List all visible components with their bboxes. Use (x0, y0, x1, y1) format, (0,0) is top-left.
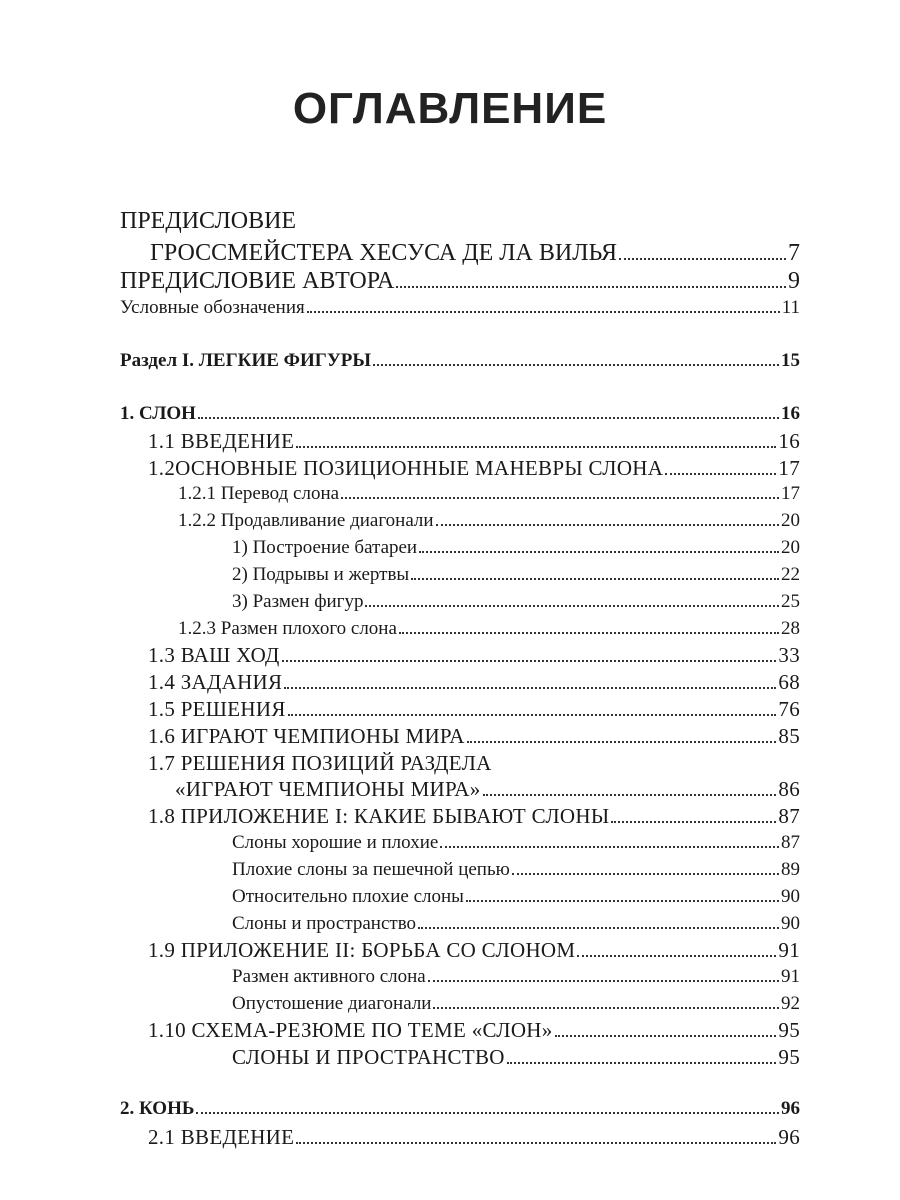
toc-entry-page: 91 (778, 938, 800, 962)
toc-entry (232, 537, 800, 559)
toc-entry-label: ПРЕДИСЛОВИЕ АВТОРА (120, 268, 395, 294)
toc-entry-page: 16 (781, 403, 800, 424)
toc-entry (148, 456, 800, 481)
toc-entry (232, 966, 800, 988)
toc-entry (148, 697, 800, 722)
dot-leader (198, 416, 779, 419)
toc-entry (178, 483, 800, 505)
toc-entry-page: 96 (778, 1125, 800, 1149)
toc-entry (148, 643, 800, 668)
dot-leader (411, 577, 779, 580)
toc-entry (148, 724, 800, 749)
toc-entry-label: 1.5 РЕШЕНИЯ (148, 697, 286, 721)
toc-entry-label: 1.3 ВАШ ХОД (148, 643, 280, 667)
dot-leader (307, 310, 780, 313)
toc-entry (232, 832, 800, 854)
toc-entry-label: 1.2ОСНОВНЫЕ ПОЗИЦИОННЫЕ МАНЕВРЫ СЛОНА (148, 456, 664, 480)
toc-entry-label: 1.4 ЗАДАНИЯ (148, 670, 283, 694)
dot-leader (418, 926, 779, 929)
toc-entry (232, 859, 800, 881)
toc-entry (178, 618, 800, 640)
toc-entry (148, 670, 800, 695)
toc-entry-label: 1.1 ВВЕДЕНИЕ (148, 429, 295, 453)
dot-leader (507, 1061, 777, 1064)
toc-entry-label: Размен активного слона (232, 966, 426, 987)
toc-entry (148, 751, 800, 776)
toc-entry-page: 76 (778, 697, 800, 721)
toc-entry-page: 92 (781, 993, 800, 1014)
toc-entry (120, 268, 800, 295)
toc-entry (148, 1018, 800, 1043)
dot-leader (288, 713, 777, 716)
toc-entry (232, 993, 800, 1015)
toc-entry-page: 85 (778, 724, 800, 748)
toc-entry-page: 7 (788, 240, 800, 266)
toc-entry-page: 86 (778, 777, 800, 801)
toc-entry-label: 1. СЛОН (120, 403, 196, 424)
dot-leader (365, 604, 779, 607)
toc-entry-label: 1.2.3 Размен плохого слона (178, 618, 397, 639)
toc-entry (120, 297, 800, 319)
toc-entry (148, 804, 800, 829)
toc-entry-label: 1.6 ИГРАЮТ ЧЕМПИОНЫ МИРА (148, 724, 465, 748)
toc-entry (120, 208, 800, 235)
dot-leader (512, 872, 779, 875)
toc-entry-page: 20 (781, 537, 800, 558)
toc-entry-label: Раздел I. ЛЕГКИЕ ФИГУРЫ (120, 350, 372, 371)
toc-entry-page: 33 (778, 643, 800, 667)
dot-leader (440, 845, 779, 848)
toc-entry-page: 95 (778, 1018, 800, 1042)
toc-entry-label: ГРОССМЕЙСТЕРА ХЕСУСА ДЕ ЛА ВИЛЬЯ (150, 240, 618, 266)
dot-leader (196, 1111, 779, 1114)
toc-entry (232, 1045, 800, 1070)
toc-entry-page: 89 (781, 859, 800, 880)
toc-entry-page: 90 (781, 913, 800, 934)
dot-leader (619, 257, 786, 260)
dot-leader (296, 445, 776, 448)
dot-leader (433, 1006, 779, 1009)
toc-entry (232, 564, 800, 586)
toc-entry-label: 3) Размен фигур (232, 591, 364, 612)
toc-entry-page: 16 (778, 429, 800, 453)
toc-entry-label: 2.1 ВВЕДЕНИЕ (148, 1125, 295, 1149)
page-title: ОГЛАВЛЕНИЕ (292, 84, 608, 133)
toc-entry (120, 403, 800, 425)
toc-entry (120, 350, 800, 372)
toc-entry-label: СЛОНЫ И ПРОСТРАНСТВО (232, 1045, 505, 1069)
toc-entry-page: 90 (781, 886, 800, 907)
toc-entry-page: 25 (781, 591, 800, 612)
toc-entry-label: Условные обозначения (120, 297, 305, 318)
toc-entry-page: 95 (778, 1045, 800, 1069)
toc-entry-label: Слоны хорошие и плохие (232, 832, 439, 853)
dot-leader (419, 550, 779, 553)
toc-entry-page: 22 (781, 564, 800, 585)
toc-entry-label: 2. КОНЬ (120, 1098, 195, 1119)
toc-entry-label: 1.2.2 Продавливание диагонали (178, 510, 434, 531)
toc-entry (120, 1098, 800, 1120)
dot-leader (467, 740, 777, 743)
toc-entry (178, 510, 800, 532)
toc-entry-page: 20 (781, 510, 800, 531)
toc-entry-label: Относительно плохие слоны (232, 886, 464, 907)
toc-entry (148, 938, 800, 963)
dot-leader (611, 820, 776, 823)
toc-entry-page: 17 (778, 456, 800, 480)
toc-entry-label: 1) Построение батареи (232, 537, 418, 558)
toc-entry-label: 1.7 РЕШЕНИЯ ПОЗИЦИЙ РАЗДЕЛА (148, 751, 492, 775)
dot-leader (396, 285, 786, 288)
toc-entry-page: 17 (781, 483, 800, 504)
toc-entry-page: 9 (788, 268, 800, 294)
toc-entry-page: 96 (781, 1098, 800, 1119)
toc-entry-label: 1.2.1 Перевод слона (178, 483, 340, 504)
toc-entry-page: 28 (781, 618, 800, 639)
dot-leader (399, 631, 779, 634)
dot-leader (296, 1141, 776, 1144)
toc-entry-label: 1.8 ПРИЛОЖЕНИЕ I: КАКИЕ БЫВАЮТ СЛОНЫ (148, 804, 610, 828)
toc-entry-page: 87 (778, 804, 800, 828)
dot-leader (436, 523, 779, 526)
toc-entry-page: 91 (781, 966, 800, 987)
toc-entry (232, 591, 800, 613)
toc-entry-label: 1.9 ПРИЛОЖЕНИЕ II: БОРЬБА СО СЛОНОМ (148, 938, 576, 962)
toc-entry-page: 68 (778, 670, 800, 694)
dot-leader (428, 979, 779, 982)
dot-leader (665, 472, 776, 475)
toc-entry (232, 913, 800, 935)
toc-entry-label: ПРЕДИСЛОВИЕ (120, 208, 297, 234)
dot-leader (483, 793, 777, 796)
dot-leader (577, 954, 776, 957)
dot-leader (284, 686, 776, 689)
toc-entry-label: 1.10 СХЕМА-РЕЗЮМЕ ПО ТЕМЕ «СЛОН» (148, 1018, 553, 1042)
toc-entry-label: «ИГРАЮТ ЧЕМПИОНЫ МИРА» (175, 777, 481, 801)
toc-entry (150, 240, 800, 267)
toc-entry-label: Плохие слоны за пешечной цепью (232, 859, 510, 880)
dot-leader (555, 1034, 777, 1037)
dot-leader (466, 899, 779, 902)
toc-entry-page: 11 (781, 297, 800, 318)
toc-entry (232, 886, 800, 908)
dot-leader (341, 496, 779, 499)
toc-entry (148, 429, 800, 454)
dot-leader (373, 363, 779, 366)
toc-entry-page: 15 (781, 350, 800, 371)
toc-entry (148, 1125, 800, 1150)
dot-leader (282, 659, 777, 662)
toc-entry-label: Слоны и пространство (232, 913, 417, 934)
toc-entry-label: 2) Подрывы и жертвы (232, 564, 410, 585)
toc-entry-page: 87 (781, 832, 800, 853)
toc-entry-label: Опустошение диагонали (232, 993, 432, 1014)
toc-entry (175, 777, 800, 802)
